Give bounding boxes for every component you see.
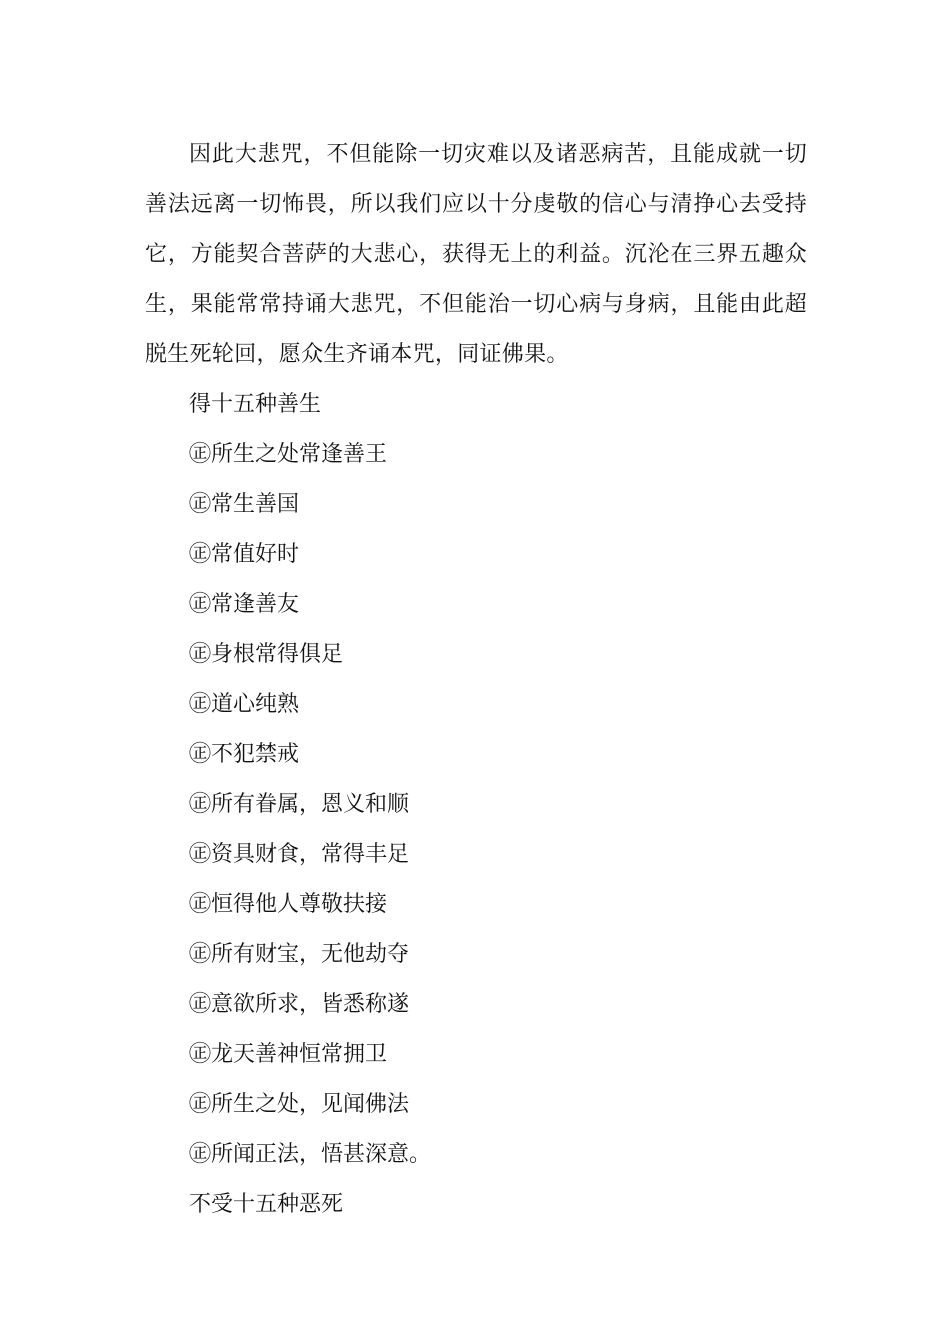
intro-paragraph: 因此大悲咒，不但能除一切灾难以及诸恶病苦，且能成就一切善法远离一切怖畏，所以我们应以十分虔敬的信心与清挣心去受持它，方能契合菩萨的大悲心，获得无上的利益。沉沦在三界五趣众生，果能常常持诵大悲咒，不但能治一切心病与身病，且能由此超脱生死轮回，愿众生齐诵本咒，同证佛果。	[145, 142, 807, 367]
list-item: ㊣所生之处常逢善王	[189, 442, 388, 467]
list-item: ㊣意欲所求，皆悉称遂	[189, 992, 410, 1017]
list-item: ㊣常逢善友	[189, 592, 300, 617]
list-item: ㊣恒得他人尊敬扶接	[189, 892, 388, 917]
list-item: ㊣不犯禁戒	[189, 742, 300, 767]
list-item: ㊣身根常得俱足	[189, 642, 344, 667]
list-item: ㊣道心纯熟	[189, 692, 300, 717]
list-item: ㊣常生善国	[189, 492, 300, 517]
list-item: ㊣所有眷属，恩义和顺	[189, 792, 410, 817]
section-title-good-births: 得十五种善生	[189, 392, 322, 417]
list-item: ㊣所生之处，见闻佛法	[189, 1092, 410, 1117]
list-item: ㊣龙天善神恒常拥卫	[189, 1042, 388, 1067]
list-item: ㊣资具财食，常得丰足	[189, 842, 410, 867]
list-item: ㊣常值好时	[189, 542, 300, 567]
list-item: ㊣所有财宝，无他劫夺	[189, 942, 410, 967]
document-body	[145, 130, 807, 1230]
list-item: ㊣所闻正法，悟甚深意。	[189, 1142, 432, 1167]
section-title-bad-deaths: 不受十五种恶死	[189, 1192, 344, 1217]
